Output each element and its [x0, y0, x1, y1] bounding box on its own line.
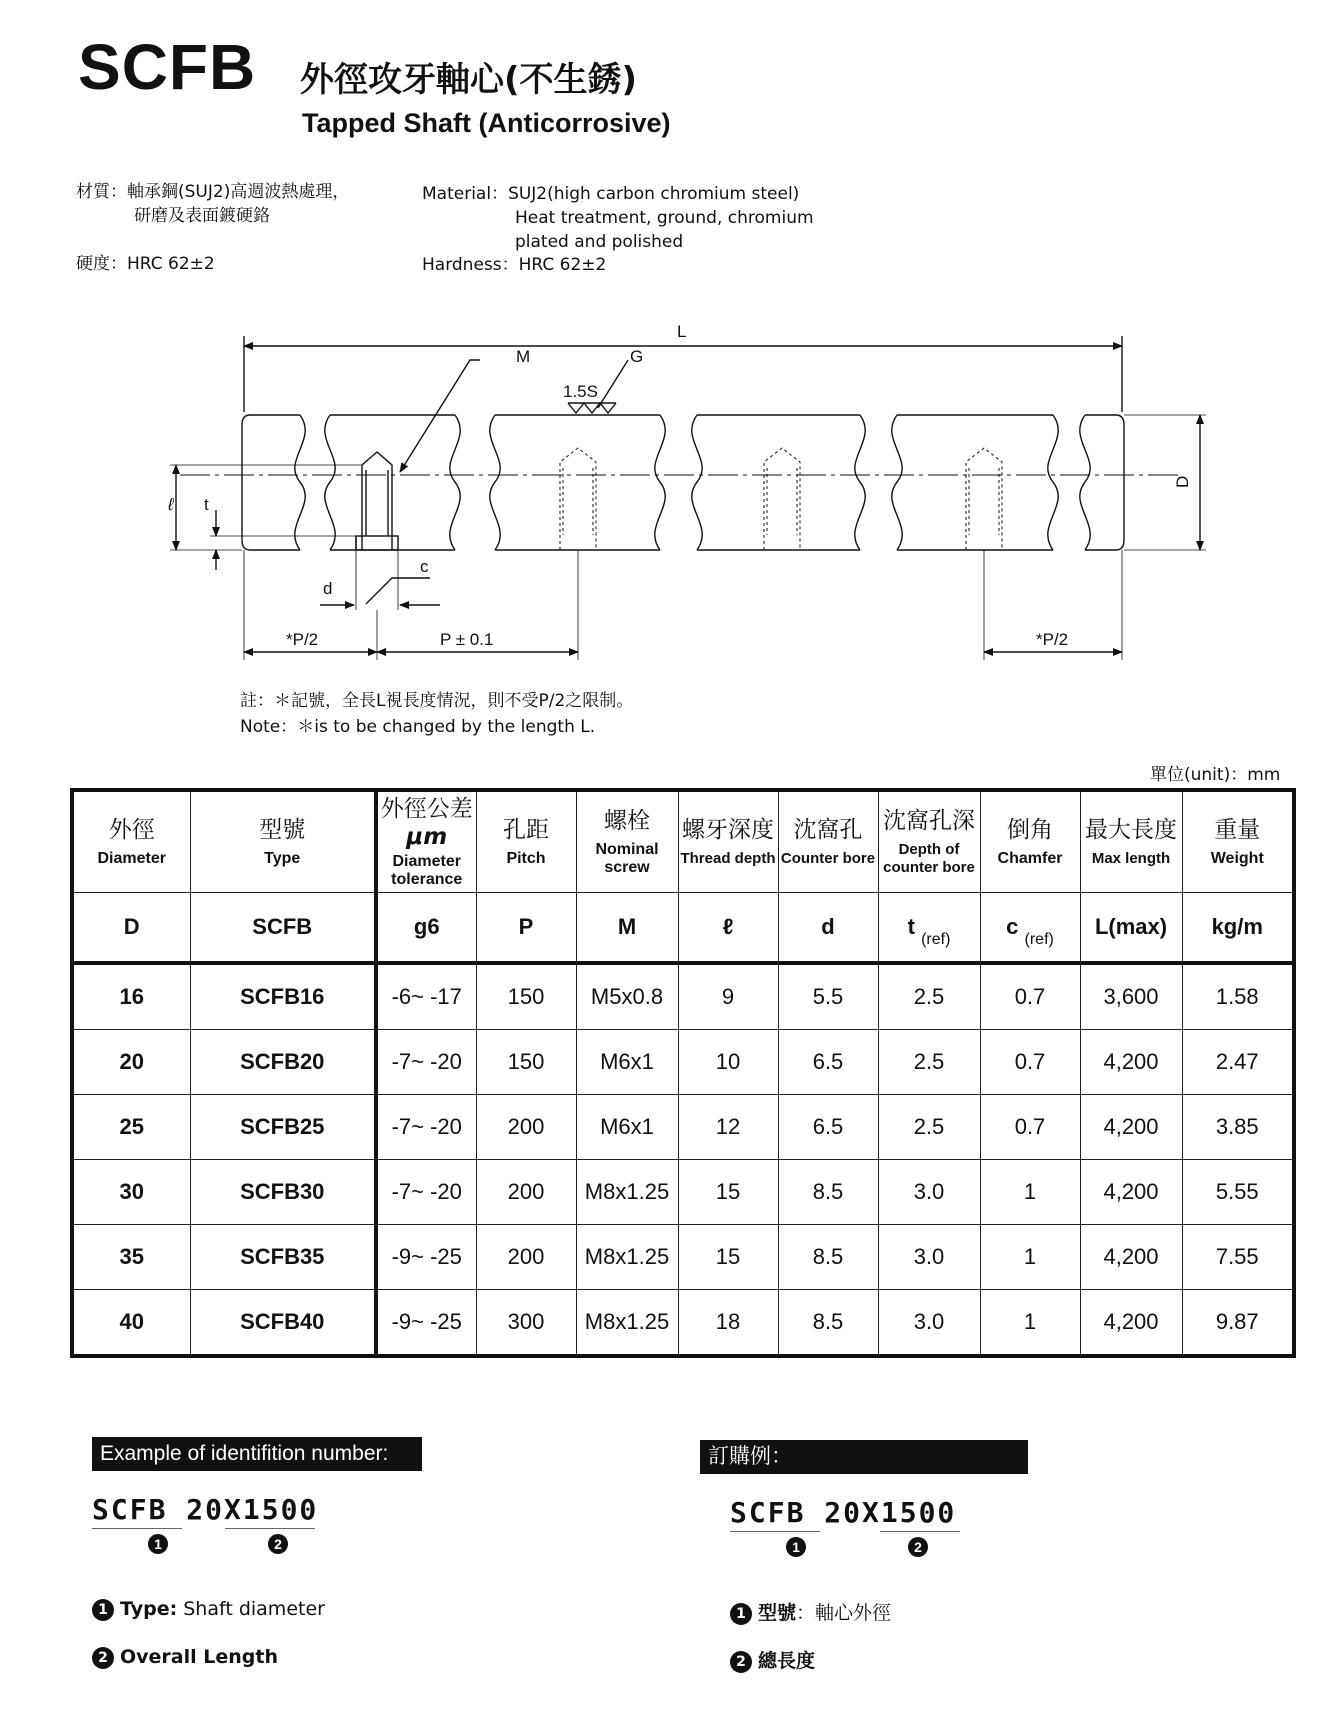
note-zh: 註：＊記號，全長L視長度情況，則不受P/2之限制。 — [240, 691, 634, 711]
title-chinese: 外徑攻牙軸心(不生銹) — [300, 60, 638, 100]
cell-type: SCFB35 — [190, 1225, 376, 1290]
table-row — [72, 1160, 1294, 1225]
example-zh-underline-1 — [730, 1531, 820, 1532]
example-zh-code: SCFB 20X1500 — [730, 1496, 957, 1529]
cell-depth: 2.5 — [878, 963, 980, 1030]
cell-counter-bore: 8.5 — [778, 1225, 878, 1290]
legend-en-label-2: Overall Length — [120, 1646, 278, 1668]
cell-thread-depth: 15 — [678, 1160, 778, 1225]
header-counter-bore: 沈窩孔 Counter bore — [778, 790, 878, 893]
hardness-en-label: Hardness： — [422, 255, 519, 275]
header-thread-depth: 螺牙深度 Thread depth — [678, 790, 778, 893]
example-en-code: SCFB 20X1500 — [92, 1493, 319, 1526]
label-c: c — [420, 557, 429, 576]
cell-thread-depth: 9 — [678, 963, 778, 1030]
legend-zh-mark-1: 1 — [730, 1603, 752, 1625]
cell-chamfer: 1 — [980, 1290, 1080, 1357]
cell-thread-depth: 10 — [678, 1030, 778, 1095]
hardness-en-value: HRC 62±2 — [518, 255, 607, 275]
table-row — [72, 1030, 1294, 1095]
header-max-length: 最大長度 Max length — [1080, 790, 1182, 893]
cell-pitch: 200 — [476, 1160, 576, 1225]
hardness-en — [422, 253, 606, 277]
material-en — [422, 182, 814, 254]
cell-max-length: 4,200 — [1080, 1225, 1182, 1290]
legend-en-text-1: Shaft diameter — [183, 1598, 325, 1620]
cell-thread-depth: 15 — [678, 1225, 778, 1290]
cell-diameter: 16 — [72, 963, 190, 1030]
cell-max-length: 4,200 — [1080, 1160, 1182, 1225]
symbol-D: D — [72, 893, 190, 964]
cell-weight: 3.85 — [1182, 1095, 1294, 1160]
header-row-names — [72, 790, 1294, 893]
legend-en-mark-2: 2 — [92, 1647, 114, 1669]
example-en-mark-2: 2 — [268, 1534, 288, 1554]
cell-type: SCFB30 — [190, 1160, 376, 1225]
symbol-c: c $_{(ref)}$ — [980, 893, 1080, 964]
cell-type: SCFB25 — [190, 1095, 376, 1160]
legend-zh-label-1: 型號 — [758, 1602, 797, 1624]
header-depth-counter-bore: 沈窩孔深 Depth of counter bore — [878, 790, 980, 893]
legend-zh-text-1: ：軸心外徑 — [796, 1602, 892, 1624]
label-t: t — [204, 495, 209, 514]
cell-tolerance: -7~ -20 — [376, 1160, 476, 1225]
legend-en-label-1: Type: — [120, 1598, 178, 1620]
example-en-legend-2 — [92, 1646, 278, 1669]
symbol-M: M — [576, 893, 678, 964]
label-pitch: P ± 0.1 — [440, 630, 494, 649]
header-screw: 螺栓 Nominal screw — [576, 790, 678, 893]
header-diameter: 外徑 Diameter — [72, 790, 190, 893]
header-weight: 重量 Weight — [1182, 790, 1294, 893]
legend-en-mark-1: 1 — [92, 1599, 114, 1621]
note-en: Note：＊is to be changed by the length L. — [240, 717, 596, 737]
cell-depth: 3.0 — [878, 1160, 980, 1225]
symbol-l: ℓ — [678, 893, 778, 964]
cell-chamfer: 1 — [980, 1225, 1080, 1290]
cell-weight: 7.55 — [1182, 1225, 1294, 1290]
cell-weight: 5.55 — [1182, 1160, 1294, 1225]
title-english: Tapped Shaft (Anticorrosive) — [302, 108, 671, 138]
header-pitch: 孔距 Pitch — [476, 790, 576, 893]
cell-chamfer: 1 — [980, 1160, 1080, 1225]
hardness-zh — [76, 252, 215, 276]
label-G: G — [630, 347, 644, 366]
cell-screw: M8x1.25 — [576, 1290, 678, 1357]
cell-chamfer: 0.7 — [980, 963, 1080, 1030]
symbol-P: P — [476, 893, 576, 964]
hardness-zh-value: HRC 62±2 — [127, 254, 215, 274]
shaft-drawing — [0, 310, 1330, 670]
cell-diameter: 20 — [72, 1030, 190, 1095]
symbol-d: d — [778, 893, 878, 964]
unit-label: 單位(unit)：mm — [1150, 765, 1281, 785]
label-roughness: 1.5S — [563, 382, 598, 401]
symbol-SCFB: SCFB — [190, 893, 376, 964]
cell-screw: M5x0.8 — [576, 963, 678, 1030]
cell-screw: M6x1 — [576, 1095, 678, 1160]
cell-counter-bore: 5.5 — [778, 963, 878, 1030]
label-L: L — [677, 322, 687, 341]
product-code: SCFB — [78, 31, 257, 103]
cell-depth: 3.0 — [878, 1290, 980, 1357]
cell-chamfer: 0.7 — [980, 1095, 1080, 1160]
cell-depth: 2.5 — [878, 1030, 980, 1095]
example-zh-legend-2 — [730, 1646, 815, 1673]
cell-tolerance: -6~ -17 — [376, 963, 476, 1030]
cell-diameter: 40 — [72, 1290, 190, 1357]
cell-counter-bore: 8.5 — [778, 1290, 878, 1357]
example-zh-mark-2: 2 — [908, 1537, 928, 1557]
example-zh-bar: 訂購例： — [700, 1440, 1028, 1474]
cell-pitch: 200 — [476, 1095, 576, 1160]
material-en-label: Material： — [422, 184, 509, 204]
example-en-underline-2 — [225, 1528, 315, 1529]
header-type: 型號 Type — [190, 790, 376, 893]
header-tolerance: 外徑公差 μm Diameter tolerance — [376, 790, 476, 893]
example-en-mark-1: 1 — [148, 1534, 168, 1554]
table-row — [72, 1225, 1294, 1290]
cell-tolerance: -7~ -20 — [376, 1030, 476, 1095]
example-zh-underline-2 — [880, 1531, 960, 1532]
cell-weight: 9.87 — [1182, 1290, 1294, 1357]
legend-zh-label-2: 總長度 — [758, 1650, 816, 1672]
example-en-bar: Example of identifition number: — [92, 1437, 422, 1471]
cell-counter-bore: 8.5 — [778, 1160, 878, 1225]
symbol-Lmax: L(max) — [1080, 893, 1182, 964]
spec-table — [70, 788, 1296, 1358]
example-en-legend-1 — [92, 1598, 325, 1621]
material-en-line2: Heat treatment, ground, chromium — [515, 208, 814, 228]
cell-diameter: 35 — [72, 1225, 190, 1290]
symbol-g6: g6 — [376, 893, 476, 964]
cell-tolerance: -9~ -25 — [376, 1225, 476, 1290]
label-l: ℓ — [168, 495, 174, 514]
cell-type: SCFB16 — [190, 963, 376, 1030]
cell-chamfer: 0.7 — [980, 1030, 1080, 1095]
header-chamfer: 倒角 Chamfer — [980, 790, 1080, 893]
symbol-kgm: kg/m — [1182, 893, 1294, 964]
example-zh-mark-1: 1 — [786, 1537, 806, 1557]
example-zh-legend-1 — [730, 1598, 891, 1625]
cell-depth: 3.0 — [878, 1225, 980, 1290]
label-D: D — [1173, 475, 1192, 488]
hardness-zh-label: 硬度： — [76, 254, 127, 274]
material-zh — [76, 180, 349, 228]
cell-thread-depth: 12 — [678, 1095, 778, 1160]
header-row-symbols — [72, 893, 1294, 964]
cell-counter-bore: 6.5 — [778, 1030, 878, 1095]
cell-max-length: 4,200 — [1080, 1095, 1182, 1160]
table-row — [72, 1290, 1294, 1357]
symbol-t: t $_{(ref)}$ — [878, 893, 980, 964]
cell-screw: M8x1.25 — [576, 1160, 678, 1225]
cell-weight: 2.47 — [1182, 1030, 1294, 1095]
cell-screw: M8x1.25 — [576, 1225, 678, 1290]
example-en-underline-1 — [92, 1528, 182, 1529]
cell-pitch: 200 — [476, 1225, 576, 1290]
cell-counter-bore: 6.5 — [778, 1095, 878, 1160]
cell-type: SCFB20 — [190, 1030, 376, 1095]
label-p-half-right: *P/2 — [1036, 630, 1069, 649]
material-zh-line2: 研磨及表面鍍硬鉻 — [134, 206, 270, 226]
table-row — [72, 1095, 1294, 1160]
cell-screw: M6x1 — [576, 1030, 678, 1095]
cell-diameter: 30 — [72, 1160, 190, 1225]
cell-tolerance: -7~ -20 — [376, 1095, 476, 1160]
cell-type: SCFB40 — [190, 1290, 376, 1357]
cell-max-length: 4,200 — [1080, 1030, 1182, 1095]
material-en-line1: SUJ2(high carbon chromium steel) — [508, 184, 800, 204]
label-M: M — [516, 347, 531, 366]
material-en-line3: plated and polished — [515, 232, 684, 252]
legend-zh-mark-2: 2 — [730, 1651, 752, 1673]
label-p-half-left: *P/2 — [286, 630, 319, 649]
cell-pitch: 150 — [476, 963, 576, 1030]
material-zh-line1: 軸承鋼(SUJ2)高週波熱處理， — [127, 182, 350, 202]
cell-depth: 2.5 — [878, 1095, 980, 1160]
cell-diameter: 25 — [72, 1095, 190, 1160]
cell-max-length: 4,200 — [1080, 1290, 1182, 1357]
cell-max-length: 3,600 — [1080, 963, 1182, 1030]
cell-tolerance: -9~ -25 — [376, 1290, 476, 1357]
cell-pitch: 150 — [476, 1030, 576, 1095]
label-d: d — [323, 579, 333, 598]
material-zh-label: 材質： — [76, 182, 127, 202]
table-row — [72, 963, 1294, 1030]
cell-weight: 1.58 — [1182, 963, 1294, 1030]
cell-pitch: 300 — [476, 1290, 576, 1357]
cell-thread-depth: 18 — [678, 1290, 778, 1357]
